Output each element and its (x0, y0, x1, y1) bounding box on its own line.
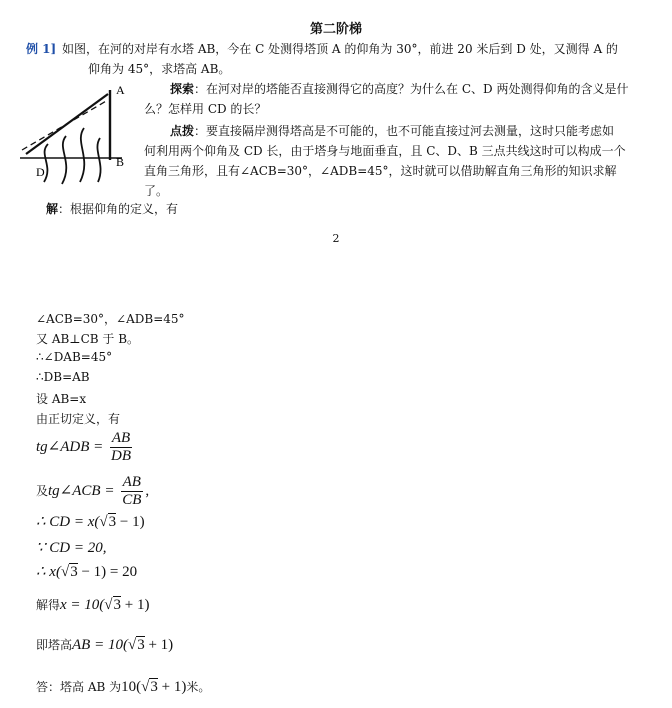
eq3-sqrt: 3 (108, 514, 117, 530)
answer-a: 10( (121, 679, 142, 695)
eq6-prefix: 解得 (36, 598, 61, 612)
step-5: 设 AB=x (36, 392, 87, 406)
eq2-end: , (145, 482, 150, 499)
eq1-numerator: AB (111, 430, 131, 446)
page-number: 2 (332, 232, 340, 245)
tower-river-figure (18, 78, 136, 190)
eq7-b: + 1) (144, 637, 174, 653)
equation-tan-adb (36, 430, 135, 465)
step-2: 又 AB⊥CB 于 B。 (36, 332, 140, 346)
eq5-sqrt: 3 (70, 564, 78, 580)
step-1: ∠ACB=30°，∠ADB=45° (36, 312, 185, 326)
eq2-fraction (120, 474, 143, 509)
eq1-fraction (109, 430, 133, 465)
eq6-sqrt: 3 (113, 597, 122, 613)
answer-sqrt: 3 (150, 679, 158, 695)
step-4: ∴DB=AB (36, 370, 90, 384)
hint-label: 点拨 (170, 124, 195, 138)
eq2-lhs: tg∠ACB = (48, 482, 115, 499)
solution-label: 解 (46, 202, 59, 216)
example-line-2: 仰角为 45°，求塔高 AB。 (88, 62, 231, 76)
eq1-lhs: tg∠ADB = (36, 438, 104, 455)
hint-line-4: 了。 (144, 184, 169, 198)
example-line-1: 如图，在河的对岸有水塔 AB，今在 C 处测得塔顶 A 的仰角为 30°，前进 20 米后到 D 处，又测得 A 的 (62, 42, 618, 56)
eq2-denominator: CB (122, 492, 142, 508)
eq5-b: − 1) = 20 (77, 564, 138, 580)
answer-value: 10(√3 + 1) (121, 679, 187, 695)
eq5-a: ∴ x( (36, 564, 61, 580)
answer-b: + 1) (157, 679, 187, 695)
eq3-a: ∴ CD = x( (36, 514, 100, 530)
hint-text-1: ：要直接隔岸测得塔高是不可能的，也不可能直接过河去测量，这时只能考虑如 (194, 124, 615, 138)
eq6-a: x = 10( (60, 597, 105, 613)
explore-text-1: ：在河对岸的塔能否直接测得它的高度？为什么在 C、D 两处测得仰角的含义是什 (194, 82, 629, 96)
eq3-b: − 1) (116, 514, 145, 530)
equation-tower-height: 即塔高AB = 10(√3 + 1) (36, 637, 174, 653)
step-6: 由正切定义，有 (36, 412, 121, 426)
answer-line (36, 678, 210, 696)
eq1-denominator: DB (111, 448, 132, 464)
eq2-numerator: AB (122, 474, 141, 490)
label-d: D (36, 165, 45, 179)
label-b: B (116, 155, 125, 169)
river-wave-4 (97, 138, 100, 182)
answer-prefix: 答：塔高 AB 为 (36, 680, 122, 694)
label-a: A (116, 83, 125, 97)
equation-cd: ∴ CD = x(√3 − 1) (36, 514, 145, 530)
eq7-a: AB = 10( (72, 637, 128, 653)
hint-line-1 (170, 122, 614, 139)
eq2-prefix: 及 (36, 483, 49, 498)
eq7-sqrt: 3 (137, 637, 145, 653)
equation-cd-20: ∵ CD = 20, (36, 540, 107, 556)
hint-line-3: 直角三角形，且有∠ACB=30°，∠ADB=45°，这时就可以借助解直角三角形的知识求解 (144, 164, 617, 178)
equation-x-20: ∴ x(√3 − 1) = 20 (36, 564, 138, 580)
solution-line (46, 200, 178, 217)
example-tag: 例 1] (26, 42, 57, 56)
answer-suffix: 米。 (186, 680, 211, 694)
river-wave-3 (80, 128, 84, 182)
explore-label: 探索 (170, 82, 195, 96)
eq7-prefix: 即塔高 (36, 638, 73, 652)
eq6-b: + 1) (121, 597, 150, 613)
step-3: ∴∠DAB=45° (36, 350, 113, 364)
explore-line-2: 么？怎样用 CD 的长？ (144, 102, 267, 116)
equation-tan-acb (36, 474, 149, 509)
explore-line-1 (170, 80, 628, 97)
equation-x-solved: 解得x = 10(√3 + 1) (36, 597, 150, 613)
river-wave-2 (62, 136, 66, 184)
hint-line-2: 何利用两个仰角及 CD 长，由于塔身与地面垂直，且 C、D、B 三点共线这时可以构成一个 (144, 144, 626, 158)
section-title: 第二阶梯 (309, 22, 362, 37)
solution-text: ：根据仰角的定义，有 (58, 202, 179, 216)
